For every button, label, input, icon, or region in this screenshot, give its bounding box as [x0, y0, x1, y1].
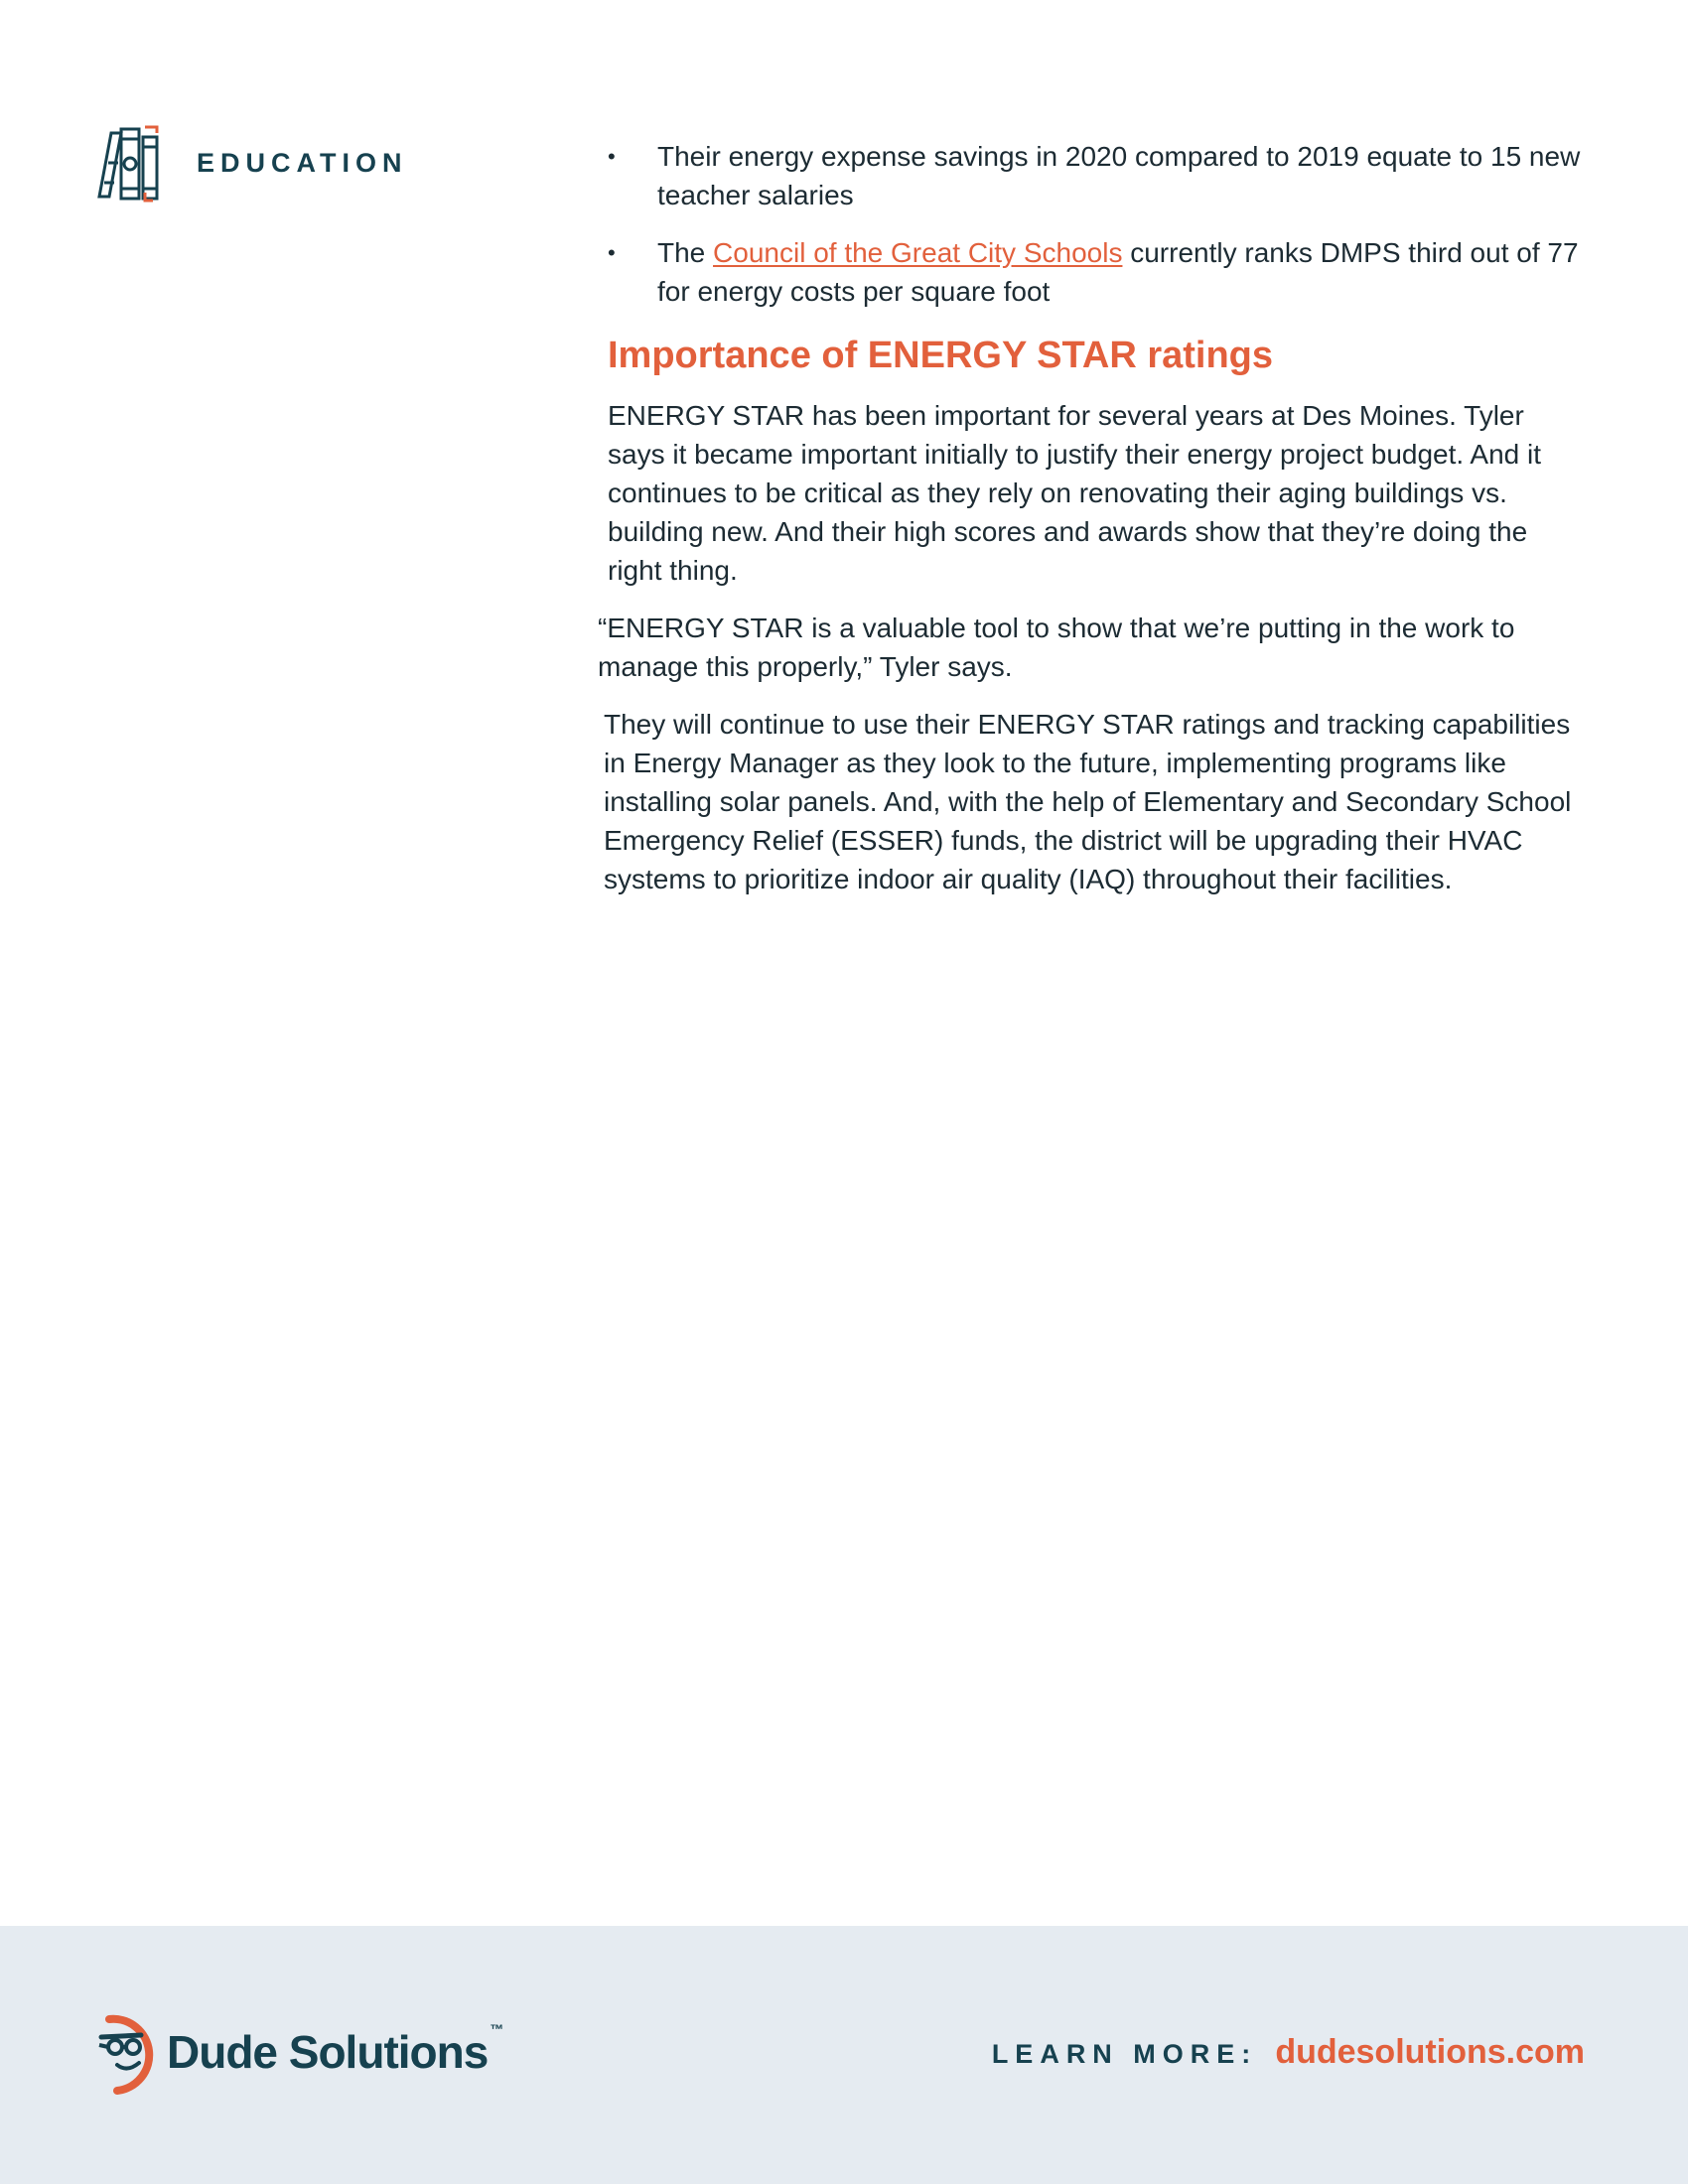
learn-more — [992, 2033, 1585, 2072]
paragraph: ENERGY STAR has been important for several years at Des Moines. Tyler says it became important initially to justify their energy project budget. And it continues to be critical as they rely on renovating their aging buildings vs. building new. And their high scores and awards show that they’re doing the right thing. — [608, 400, 1542, 586]
bullet-text: Their energy expense savings in 2020 compared to 2019 equate to 15 new teacher salaries — [657, 141, 1581, 210]
council-link[interactable]: Council of the Great City Schools — [713, 237, 1123, 268]
list-item — [608, 233, 1581, 311]
quote-paragraph: “ENERGY STAR is a valuable tool to show that we’re putting in the work to manage this properly,” Tyler says. — [598, 613, 1515, 682]
trademark-mark: ™ — [490, 2021, 503, 2037]
dude-logo-icon — [95, 2007, 165, 2097]
logo-text: Dude Solutions ™ — [167, 2021, 503, 2078]
dude-solutions-logo[interactable] — [95, 2007, 502, 2097]
section-heading: Importance of ENERGY STAR ratings — [608, 335, 1274, 376]
footer — [0, 1926, 1688, 2184]
category-header — [95, 123, 408, 203]
category-label: EDUCATION — [197, 147, 408, 178]
bullet-marker: • — [608, 144, 616, 169]
article-body — [598, 137, 1581, 917]
learn-more-label: LEARN MORE: — [991, 2039, 1258, 2069]
books-icon — [95, 123, 165, 203]
website-link[interactable]: dudesolutions.com — [1275, 2033, 1585, 2071]
bullet-marker: • — [608, 240, 616, 265]
paragraph: They will continue to use their ENERGY STAR ratings and tracking capabilities in Energy Manager as they look to the future, implementing programs like installing solar panels. And, with the help of Elementary and Secondary School Emergency Relief (ESSER) funds, the district will be upgrading their HVAC systems to prioritize indoor air quality (IAQ) throughout their facilities. — [604, 709, 1572, 894]
bullet-text-before: The — [657, 237, 714, 268]
list-item — [608, 137, 1581, 214]
bullet-text-after: currently ranks DMPS third out of 77 for energy costs per square foot — [657, 237, 1579, 307]
bullet-list — [608, 137, 1581, 311]
